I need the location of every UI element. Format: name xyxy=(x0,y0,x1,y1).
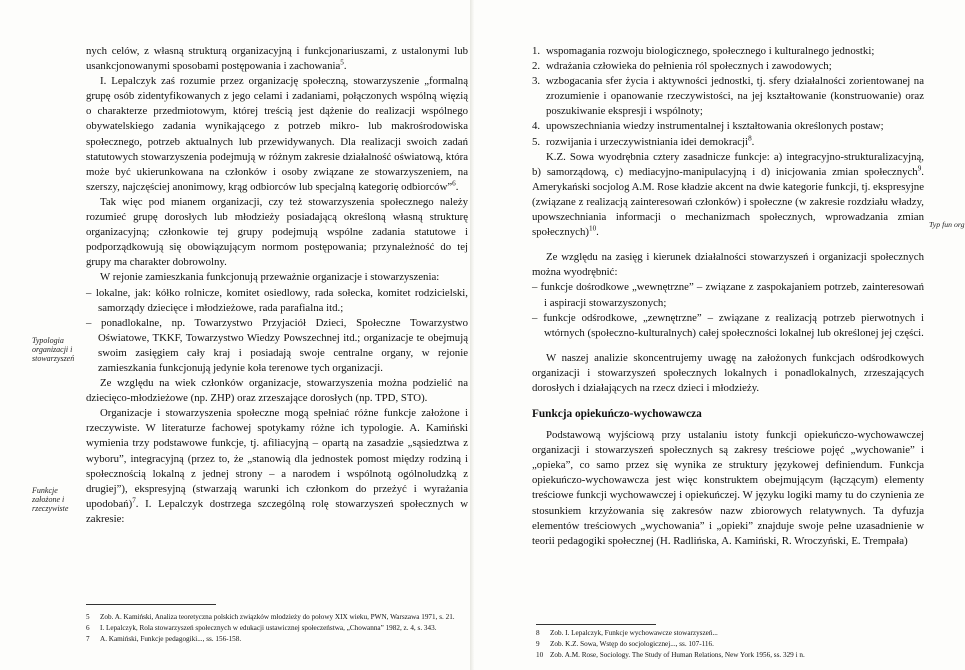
list-item: 1. wspomagania rozwoju biologicznego, społecznego i kulturalnego jednostki; xyxy=(532,45,875,57)
section-heading: Funkcja opiekuńczo-wychowawcza xyxy=(532,408,702,421)
list-item: – funkcje odśrodkowe, „zewnętrzne” – związane z realizacją potrzeb pierwotnych i wtórnych (społeczno-kulturalnych) całej społeczności lokalnej lub określonej jej części. xyxy=(532,311,924,339)
paragraph: Tak więc pod mianem organizacji, czy też stowarzyszenia społecznego należy rozumieć grupę dorosłych lub młodzieży posiadającą określoną własną strukturę organizacyjną; członkowie tej grupy podejmują wspólne zadania statutowe i podporządkowują się obowiązującym normom postępowania; przynależność do tej grupy ma charakter dobrowolny. xyxy=(86,195,468,269)
paragraph: nych celów, z własną strukturą organizacyjną i funkcjonariuszami, z ustalonymi lub usankcjonowanymi sposobami postępowania i zachowania$^5$. xyxy=(86,45,468,73)
right-body-text xyxy=(532,44,924,549)
left-body-text xyxy=(86,44,468,527)
footnote: 10 Zob. A.M. Rose, Sociology. The Study of Human Relations, New York 1956, ss. 329 i n. xyxy=(536,651,805,660)
footnote: 6 I. Lepalczyk, Rola stowarzyszeń społecznych w edukacji ustawicznej społeczeństwa, „Chowanna” 1982, z. 4, s. 343. xyxy=(86,624,437,633)
paragraph: W rejonie zamieszkania funkcjonują przeważnie organizacje i stowarzyszenia: xyxy=(100,271,440,284)
text-fragment: . xyxy=(596,226,599,239)
margin-note-functions: Funkcje założone i rzeczywiste xyxy=(32,486,69,514)
paragraph: Organizacje i stowarzyszenia społeczne mogą spełniać różne funkcje założone i rzeczywiste. W literaturze fachowej spotykamy różne ich typologie. A. Kamiński wymienia trzy podstawowe funkcje, tj. afiliacyjną – opartą na zasadzie „sąsiedztwa z wyboru”, integracyjną (przez to, że „stanowią dla jednostek pomost między rodziną i społecznością lokalną z jednej strony – a narodem i wspólnotą ogólnoludzką z drugiej”), ekspresyjną (stwarzają warunki ich członkom do przeżyć i wyrażania upodobań)$^7$. I. Lepalczyk dostrzega szczególną rolę stowarzyszeń społecznych w zakresie: xyxy=(86,407,468,525)
footnote-ref[interactable]: 5 xyxy=(340,58,344,67)
footnote-ref[interactable]: 9 xyxy=(917,164,922,173)
left-page xyxy=(0,0,470,670)
footnote-divider xyxy=(86,604,216,605)
list-item: 4. upowszechniania wiedzy instrumentalnej i kształtowania określonych postaw; xyxy=(532,120,884,133)
right-footnotes xyxy=(536,628,941,662)
left-footnotes xyxy=(86,612,468,646)
footnote: 7 A. Kamiński, Funkcje pedagogiki..., ss. 156-158. xyxy=(86,635,242,644)
list-item: – lokalne, jak: kółko rolnicze, komitet osiedlowy, rada sołecka, komitet rodzicielski, samorządy dziecięce i młodzieżowe, rada parafialna itd.; xyxy=(86,286,468,314)
right-page xyxy=(474,0,965,670)
margin-note-cut: Typ fun org xyxy=(929,220,965,229)
footnote-ref[interactable]: 7 xyxy=(132,496,136,505)
paragraph: Podstawową wyjściową przy ustalaniu istoty funkcji opiekuńczo-wychowawczej organizacji i stowarzyszeń społecznych są zakresy treściowe pojęć „wychowanie” i „opieka”, co samo przez się wynika ze struktury językowej definiendum. Funkcja opiekuńczo-wychowawcza jest więc konstruktem obejmującym (łączącym) elementy treściowe funkcji wychowawczej i opiekuńczej. W języku logiki mamy tu do czynienia ze stosunkiem krzyżowania się zakresów nazw zbiorowych relatywnych. Ta dyfuzja elementów treściowych „wychowania” i „opieki” znajduje swoje pełne uzasadnienie w teorii pedagogiki społecznej (H. Radlińska, A. Kamiński, R. Wroczyński, E. Trempała) xyxy=(532,429,924,547)
footnote-ref[interactable]: 10 xyxy=(588,224,597,233)
paragraph: W naszej analizie skoncentrujemy uwagę na założonych funkcjach odśrodkowych organizacji i stowarzyszeń społecznych lokalnych i ponadlokalnych, zrzeszających dorosłych i działających na rzecz dzieci i młodzieży. xyxy=(532,351,924,394)
footnote-divider xyxy=(536,624,656,625)
paragraph: Ze względu na zasięg i kierunek działalności stowarzyszeń i organizacji społecznych można wyodrębnić: xyxy=(532,251,924,279)
paragraph: Ze względu na wiek członków organizacje, stowarzyszenia można podzielić na dziecięco-młodzieżowe (np. ZHP) oraz zrzeszające dorosłych (np. TPD, STO). xyxy=(86,377,468,405)
paragraph: K.Z. Sowa wyodrębnia cztery zasadnicze funkcje: a) integracyjno-strukturalizacyjną, b) samorządową, c) mediacyjno-manipulacyjną i d) inicjowania zmian społecznych$^9$. Amerykański socjolog A.M. Rose kładzie akcent na dwie kategorie funkcji, tj. ekspresyjne (związane z realizacją zainteresowań członków) i społeczne (w zakresie rozdziału władzy, upowszechniania informacji o mechanizmach społecznych, wprowadzania zmian społecznych)$^{10}$. xyxy=(532,150,924,239)
list-item: 3. wzbogacania sfer życia i aktywności jednostki, tj. sfery działalności zorientowanej na zrozumienie i opanowanie rzeczywistości, na jej kształtowanie (konstruowanie) oraz poszukiwanie ekspresji i wspólnoty; xyxy=(532,75,924,118)
paragraph: I. Lepalczyk zaś rozumie przez organizację społeczną, stowarzyszenie „formalną grupę osób zidentyfikowanych z jego celami i zadaniami, połączonych wspólną więzią o charakterze przedmiotowym, której treścią jest dążenie do realizacji wspólnego obywatelskiego zadania wynikającego z potrzeb mikro- lub makrośrodowiska społecznego, potrzeb aktualnych lub przewidywanych. Dla realizacji swoich zadań statutowych stowarzyszenia podejmują w różnym zakresie działalność oświatową, która może być ukierunkowana na członków i osoby związane ze stowarzyszeniem, na szerszy, najczęściej anonimowy, krąg odbiorców lub specjalną kategorię odbiorców”$^6$. xyxy=(86,75,468,193)
list-item: – ponadlokalne, np. Towarzystwo Przyjaciół Dzieci, Społeczne Towarzystwo Oświatowe, TKKF, Towarzystwo Wiedzy Powszechnej itd.; organizacje te obejmują swoim zasięgiem cały kraj i posiadają swoje centralne organy, w rejonie zamieszkania funkcjonują jedynie koła terenowe tych organizacji. xyxy=(86,316,468,374)
footnote-ref[interactable]: 8 xyxy=(748,133,752,142)
footnote-ref[interactable]: 6 xyxy=(452,179,456,188)
numbered-list xyxy=(532,44,924,150)
list-item: 5. rozwijania i urzeczywistniania idei demokracji$^8$. xyxy=(532,133,755,148)
footnote: 8 Zob. I. Lepalczyk, Funkcje wychowawcze stowarzyszeń... xyxy=(536,629,718,637)
footnote: 9 Zob. K.Z. Sowa, Wstęp do socjologicznej..., ss. 107-116. xyxy=(536,640,714,649)
list-item: 2. wdrażania człowieka do pełnienia ról społecznych i zawodowych; xyxy=(532,60,832,73)
list-item: – funkcje dośrodkowe „wewnętrzne” – związane z zaspokajaniem potrzeb, zainteresowań i aspiracji stowarzyszonych; xyxy=(532,281,924,309)
margin-note-typology: Typologia organizacji i stowarzyszeń xyxy=(32,336,75,364)
footnote: 5 Zob. A. Kamiński, Analiza teoretyczna polskich związków młodzieży do połowy XIX wieku, PWN, Warszawa 1971, s. 21. xyxy=(86,613,455,621)
